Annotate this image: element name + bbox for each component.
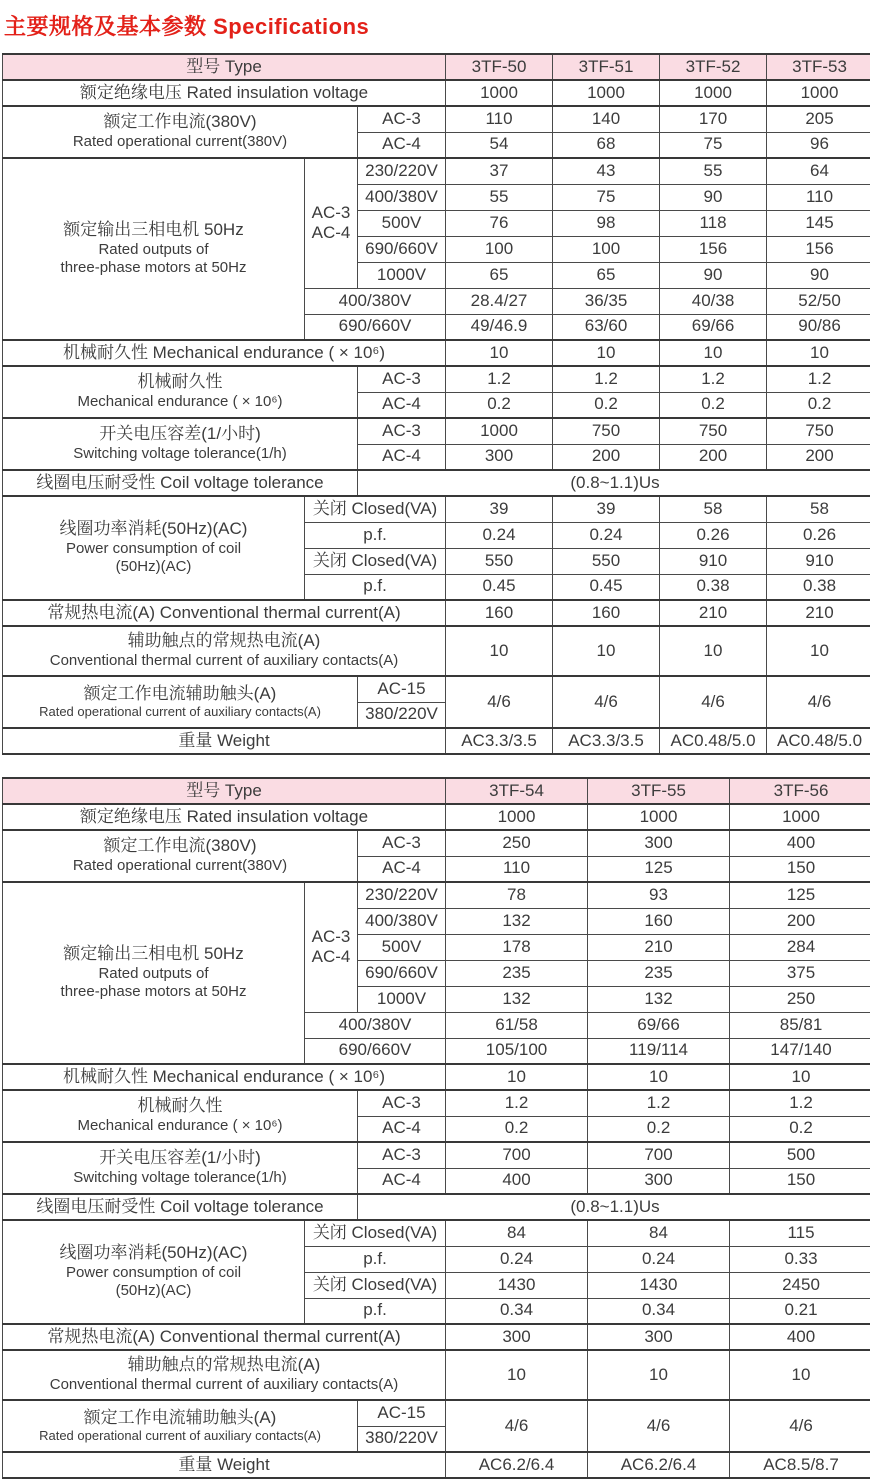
row-sublabel bbox=[305, 882, 358, 1012]
value-cell: 0.45 bbox=[553, 574, 660, 600]
column-header: 3TF-53 bbox=[767, 54, 870, 80]
row-sublabel: 690/660V bbox=[358, 960, 446, 986]
value-cell: 43 bbox=[553, 158, 660, 184]
value-cell: 0.2 bbox=[446, 392, 553, 418]
label-line: Mechanical endurance ( × 10⁶) bbox=[5, 393, 355, 411]
row-sublabel: 1000V bbox=[358, 262, 446, 288]
label-line: Switching voltage tolerance(1/h) bbox=[5, 1169, 355, 1187]
value-cell: 75 bbox=[660, 132, 767, 158]
value-cell: 10 bbox=[730, 1064, 870, 1090]
value-cell: 0.24 bbox=[588, 1246, 730, 1272]
value-cell: 0.24 bbox=[446, 1246, 588, 1272]
value-cell: 110 bbox=[446, 856, 588, 882]
value-cell: (0.8~1.1)Us bbox=[358, 1194, 870, 1220]
value-cell: 110 bbox=[446, 106, 553, 132]
value-cell: AC3.3/3.5 bbox=[446, 728, 553, 754]
value-cell: 0.38 bbox=[660, 574, 767, 600]
value-cell: 0.26 bbox=[660, 522, 767, 548]
value-cell: 150 bbox=[730, 1168, 870, 1194]
row-sublabel: AC-3 bbox=[358, 830, 446, 856]
type-header: 型号 Type bbox=[3, 778, 446, 804]
value-cell: 98 bbox=[553, 210, 660, 236]
page-title: 主要规格及基本参数 Specifications bbox=[4, 10, 870, 41]
label-line: Conventional thermal current of auxiliary contacts(A) bbox=[5, 1376, 443, 1394]
value-cell: 10 bbox=[767, 626, 870, 676]
value-cell: 1000 bbox=[660, 80, 767, 106]
label-line: 额定工作电流辅助触头(A) bbox=[5, 1408, 355, 1429]
value-cell: 10 bbox=[660, 340, 767, 366]
row-sublabel: 关闭 Closed(VA) bbox=[305, 496, 446, 522]
row-sublabel: AC-4 bbox=[358, 132, 446, 158]
value-cell: 96 bbox=[767, 132, 870, 158]
label-line: Power consumption of coil bbox=[5, 1264, 302, 1282]
row-sublabel: AC-4 bbox=[358, 1116, 446, 1142]
value-cell: 69/66 bbox=[660, 314, 767, 340]
column-header: 3TF-52 bbox=[660, 54, 767, 80]
value-cell: 300 bbox=[446, 444, 553, 470]
spec-table-body bbox=[3, 778, 870, 1478]
value-cell: 10 bbox=[588, 1064, 730, 1090]
spec-table-body bbox=[3, 54, 870, 754]
value-cell: 54 bbox=[446, 132, 553, 158]
value-cell: 75 bbox=[553, 184, 660, 210]
label-line: AC-4 bbox=[307, 947, 355, 968]
row-sublabel: 1000V bbox=[358, 986, 446, 1012]
value-cell: 160 bbox=[553, 600, 660, 626]
value-cell: 84 bbox=[588, 1220, 730, 1246]
row-sublabel: 关闭 Closed(VA) bbox=[305, 1220, 446, 1246]
value-cell: 0.2 bbox=[446, 1116, 588, 1142]
value-cell: 37 bbox=[446, 158, 553, 184]
value-cell: 235 bbox=[588, 960, 730, 986]
value-cell: 200 bbox=[767, 444, 870, 470]
label-line: AC-4 bbox=[307, 223, 355, 244]
label-line: Rated operational current of auxiliary contacts(A) bbox=[5, 704, 355, 720]
row-label bbox=[3, 1142, 358, 1194]
value-cell: AC0.48/5.0 bbox=[660, 728, 767, 754]
row-sublabel: 690/660V bbox=[305, 1038, 446, 1064]
row-label bbox=[3, 1400, 358, 1452]
value-cell: 10 bbox=[660, 626, 767, 676]
value-cell: 156 bbox=[767, 236, 870, 262]
value-cell: 1000 bbox=[767, 80, 870, 106]
value-cell: 550 bbox=[446, 548, 553, 574]
value-cell: 1.2 bbox=[446, 366, 553, 392]
value-cell: 40/38 bbox=[660, 288, 767, 314]
label-line: 线圈功率消耗(50Hz)(AC) bbox=[5, 519, 302, 540]
value-cell: 550 bbox=[553, 548, 660, 574]
value-cell: 0.34 bbox=[588, 1298, 730, 1324]
value-cell: 4/6 bbox=[767, 676, 870, 728]
value-cell: 84 bbox=[446, 1220, 588, 1246]
value-cell: 1000 bbox=[446, 804, 588, 830]
label-line: 额定输出三相电机 50Hz bbox=[5, 220, 302, 241]
value-cell: 0.38 bbox=[767, 574, 870, 600]
value-cell: 110 bbox=[767, 184, 870, 210]
label-line: 额定工作电流(380V) bbox=[5, 112, 355, 133]
label-line: Rated outputs of bbox=[5, 965, 302, 983]
label-line: 辅助触点的常规热电流(A) bbox=[5, 631, 443, 652]
value-cell: 4/6 bbox=[446, 676, 553, 728]
value-cell: 500 bbox=[730, 1142, 870, 1168]
value-cell: 0.24 bbox=[553, 522, 660, 548]
label-line: AC-3 bbox=[307, 927, 355, 948]
value-cell: 10 bbox=[446, 340, 553, 366]
value-cell: 1000 bbox=[553, 80, 660, 106]
row-sublabel: 500V bbox=[358, 210, 446, 236]
row-sublabel: AC-4 bbox=[358, 856, 446, 882]
row-label bbox=[3, 496, 305, 600]
value-cell: 750 bbox=[767, 418, 870, 444]
value-cell: 10 bbox=[446, 1350, 588, 1400]
value-cell: 132 bbox=[446, 908, 588, 934]
value-cell: 125 bbox=[730, 882, 870, 908]
value-cell: 1.2 bbox=[553, 366, 660, 392]
label-line: Conventional thermal current of auxiliary contacts(A) bbox=[5, 652, 443, 670]
row-sublabel: AC-3 bbox=[358, 366, 446, 392]
value-cell: 4/6 bbox=[446, 1400, 588, 1452]
value-cell: 93 bbox=[588, 882, 730, 908]
value-cell: 85/81 bbox=[730, 1012, 870, 1038]
label-line: 额定工作电流辅助触头(A) bbox=[5, 684, 355, 705]
value-cell: 400 bbox=[446, 1168, 588, 1194]
value-cell: 200 bbox=[553, 444, 660, 470]
value-cell: 0.2 bbox=[730, 1116, 870, 1142]
value-cell: (0.8~1.1)Us bbox=[358, 470, 870, 496]
row-sublabel: p.f. bbox=[305, 1246, 446, 1272]
value-cell: 90 bbox=[660, 262, 767, 288]
label-line: 线圈功率消耗(50Hz)(AC) bbox=[5, 1243, 302, 1264]
value-cell: AC3.3/3.5 bbox=[553, 728, 660, 754]
row-sublabel: AC-3 bbox=[358, 418, 446, 444]
value-cell: 10 bbox=[767, 340, 870, 366]
value-cell: 10 bbox=[553, 340, 660, 366]
row-label: 常规热电流(A) Conventional thermal current(A) bbox=[3, 600, 446, 626]
type-header: 型号 Type bbox=[3, 54, 446, 80]
column-header: 3TF-55 bbox=[588, 778, 730, 804]
row-sublabel: 690/660V bbox=[358, 236, 446, 262]
row-label bbox=[3, 366, 358, 418]
value-cell: 0.26 bbox=[767, 522, 870, 548]
row-label bbox=[3, 158, 305, 340]
value-cell: 28.4/27 bbox=[446, 288, 553, 314]
value-cell: 10 bbox=[553, 626, 660, 676]
value-cell: 284 bbox=[730, 934, 870, 960]
value-cell: 700 bbox=[588, 1142, 730, 1168]
row-sublabel: AC-15 bbox=[358, 676, 446, 702]
row-sublabel: 400/380V bbox=[305, 288, 446, 314]
label-line: Mechanical endurance ( × 10⁶) bbox=[5, 1117, 355, 1135]
value-cell: 132 bbox=[588, 986, 730, 1012]
value-cell: 68 bbox=[553, 132, 660, 158]
value-cell: 210 bbox=[767, 600, 870, 626]
row-sublabel: AC-3 bbox=[358, 106, 446, 132]
value-cell: 118 bbox=[660, 210, 767, 236]
row-label bbox=[3, 830, 358, 882]
row-label bbox=[3, 882, 305, 1064]
value-cell: 200 bbox=[730, 908, 870, 934]
value-cell: 90 bbox=[660, 184, 767, 210]
value-cell: 65 bbox=[446, 262, 553, 288]
value-cell: 1430 bbox=[588, 1272, 730, 1298]
value-cell: 235 bbox=[446, 960, 588, 986]
value-cell: 0.2 bbox=[660, 392, 767, 418]
value-cell: 1000 bbox=[446, 418, 553, 444]
value-cell: 76 bbox=[446, 210, 553, 236]
label-line: Power consumption of coil bbox=[5, 540, 302, 558]
row-label: 额定绝缘电压 Rated insulation voltage bbox=[3, 804, 446, 830]
label-line: 机械耐久性 bbox=[5, 1096, 355, 1117]
row-sublabel: AC-4 bbox=[358, 1168, 446, 1194]
value-cell: 10 bbox=[730, 1350, 870, 1400]
value-cell: 145 bbox=[767, 210, 870, 236]
value-cell: 58 bbox=[660, 496, 767, 522]
value-cell: 250 bbox=[446, 830, 588, 856]
row-label: 常规热电流(A) Conventional thermal current(A) bbox=[3, 1324, 446, 1350]
value-cell: 100 bbox=[446, 236, 553, 262]
value-cell: 90 bbox=[767, 262, 870, 288]
label-line: 开关电压容差(1/小时) bbox=[5, 1148, 355, 1169]
row-label bbox=[3, 1350, 446, 1400]
value-cell: 160 bbox=[588, 908, 730, 934]
label-line: 机械耐久性 bbox=[5, 372, 355, 393]
column-header: 3TF-50 bbox=[446, 54, 553, 80]
row-sublabel: AC-4 bbox=[358, 444, 446, 470]
spec-table-3tf50-53 bbox=[2, 53, 870, 755]
row-label: 机械耐久性 Mechanical endurance ( × 10⁶) bbox=[3, 1064, 446, 1090]
value-cell: 300 bbox=[588, 1324, 730, 1350]
value-cell: 100 bbox=[553, 236, 660, 262]
value-cell: 49/46.9 bbox=[446, 314, 553, 340]
label-line: Switching voltage tolerance(1/h) bbox=[5, 445, 355, 463]
value-cell: 910 bbox=[660, 548, 767, 574]
row-label bbox=[3, 1220, 305, 1324]
value-cell: 1000 bbox=[588, 804, 730, 830]
value-cell: 400 bbox=[730, 1324, 870, 1350]
value-cell: 140 bbox=[553, 106, 660, 132]
value-cell: 1.2 bbox=[446, 1090, 588, 1116]
label-line: 额定工作电流(380V) bbox=[5, 836, 355, 857]
value-cell: 1.2 bbox=[730, 1090, 870, 1116]
value-cell: 10 bbox=[446, 1064, 588, 1090]
value-cell: 1.2 bbox=[767, 366, 870, 392]
row-sublabel: 关闭 Closed(VA) bbox=[305, 548, 446, 574]
row-label: 线圈电压耐受性 Coil voltage tolerance bbox=[3, 1194, 358, 1220]
value-cell: 10 bbox=[588, 1350, 730, 1400]
value-cell: 375 bbox=[730, 960, 870, 986]
row-sublabel: AC-4 bbox=[358, 392, 446, 418]
value-cell: 910 bbox=[767, 548, 870, 574]
value-cell: 210 bbox=[588, 934, 730, 960]
value-cell: AC8.5/8.7 bbox=[730, 1452, 870, 1478]
row-sublabel: p.f. bbox=[305, 1298, 446, 1324]
row-sublabel: 400/380V bbox=[358, 184, 446, 210]
row-label: 额定绝缘电压 Rated insulation voltage bbox=[3, 80, 446, 106]
value-cell: 4/6 bbox=[588, 1400, 730, 1452]
value-cell: 205 bbox=[767, 106, 870, 132]
value-cell: 0.24 bbox=[446, 522, 553, 548]
column-header: 3TF-54 bbox=[446, 778, 588, 804]
label-line: (50Hz)(AC) bbox=[5, 558, 302, 576]
label-line: 开关电压容差(1/小时) bbox=[5, 424, 355, 445]
value-cell: 4/6 bbox=[730, 1400, 870, 1452]
row-sublabel: p.f. bbox=[305, 574, 446, 600]
row-sublabel: 400/380V bbox=[358, 908, 446, 934]
value-cell: 156 bbox=[660, 236, 767, 262]
label-line: Rated operational current(380V) bbox=[5, 133, 355, 151]
value-cell: 750 bbox=[553, 418, 660, 444]
value-cell: 0.34 bbox=[446, 1298, 588, 1324]
table-gap bbox=[0, 755, 870, 777]
value-cell: 700 bbox=[446, 1142, 588, 1168]
value-cell: 1000 bbox=[730, 804, 870, 830]
value-cell: 105/100 bbox=[446, 1038, 588, 1064]
value-cell: 178 bbox=[446, 934, 588, 960]
value-cell: 1430 bbox=[446, 1272, 588, 1298]
row-sublabel: 380/220V bbox=[358, 1426, 446, 1452]
value-cell: 132 bbox=[446, 986, 588, 1012]
row-sublabel: 关闭 Closed(VA) bbox=[305, 1272, 446, 1298]
value-cell: 1.2 bbox=[660, 366, 767, 392]
value-cell: 0.33 bbox=[730, 1246, 870, 1272]
value-cell: 36/35 bbox=[553, 288, 660, 314]
value-cell: 0.2 bbox=[588, 1116, 730, 1142]
value-cell: 52/50 bbox=[767, 288, 870, 314]
value-cell: 10 bbox=[446, 626, 553, 676]
row-sublabel: AC-15 bbox=[358, 1400, 446, 1426]
row-label bbox=[3, 626, 446, 676]
value-cell: 210 bbox=[660, 600, 767, 626]
value-cell: 300 bbox=[588, 1168, 730, 1194]
row-sublabel: 400/380V bbox=[305, 1012, 446, 1038]
row-sublabel: 380/220V bbox=[358, 702, 446, 728]
row-label bbox=[3, 676, 358, 728]
row-sublabel: AC-3 bbox=[358, 1142, 446, 1168]
row-sublabel: 230/220V bbox=[358, 158, 446, 184]
value-cell: 0.21 bbox=[730, 1298, 870, 1324]
value-cell: AC6.2/6.4 bbox=[588, 1452, 730, 1478]
value-cell: 160 bbox=[446, 600, 553, 626]
row-label: 线圈电压耐受性 Coil voltage tolerance bbox=[3, 470, 358, 496]
value-cell: 400 bbox=[730, 830, 870, 856]
row-label bbox=[3, 1090, 358, 1142]
value-cell: 65 bbox=[553, 262, 660, 288]
value-cell: 55 bbox=[660, 158, 767, 184]
value-cell: 90/86 bbox=[767, 314, 870, 340]
column-header: 3TF-51 bbox=[553, 54, 660, 80]
row-label bbox=[3, 106, 358, 158]
value-cell: 69/66 bbox=[588, 1012, 730, 1038]
row-sublabel: AC-3 bbox=[358, 1090, 446, 1116]
value-cell: 4/6 bbox=[660, 676, 767, 728]
value-cell: 119/114 bbox=[588, 1038, 730, 1064]
label-line: Rated operational current(380V) bbox=[5, 857, 355, 875]
value-cell: 0.45 bbox=[446, 574, 553, 600]
label-line: Rated outputs of bbox=[5, 241, 302, 259]
row-label: 机械耐久性 Mechanical endurance ( × 10⁶) bbox=[3, 340, 446, 366]
column-header: 3TF-56 bbox=[730, 778, 870, 804]
value-cell: 58 bbox=[767, 496, 870, 522]
value-cell: 64 bbox=[767, 158, 870, 184]
label-line: 辅助触点的常规热电流(A) bbox=[5, 1355, 443, 1376]
value-cell: AC6.2/6.4 bbox=[446, 1452, 588, 1478]
value-cell: 61/58 bbox=[446, 1012, 588, 1038]
value-cell: 63/60 bbox=[553, 314, 660, 340]
label-line: three-phase motors at 50Hz bbox=[5, 983, 302, 1001]
value-cell: 750 bbox=[660, 418, 767, 444]
value-cell: 115 bbox=[730, 1220, 870, 1246]
row-sublabel: 230/220V bbox=[358, 882, 446, 908]
row-sublabel: 690/660V bbox=[305, 314, 446, 340]
value-cell: 170 bbox=[660, 106, 767, 132]
value-cell: 39 bbox=[446, 496, 553, 522]
row-label: 重量 Weight bbox=[3, 728, 446, 754]
value-cell: 4/6 bbox=[553, 676, 660, 728]
value-cell: 78 bbox=[446, 882, 588, 908]
value-cell: 125 bbox=[588, 856, 730, 882]
spec-table-3tf54-56 bbox=[2, 777, 870, 1479]
value-cell: AC0.48/5.0 bbox=[767, 728, 870, 754]
value-cell: 55 bbox=[446, 184, 553, 210]
value-cell: 300 bbox=[446, 1324, 588, 1350]
value-cell: 250 bbox=[730, 986, 870, 1012]
label-line: three-phase motors at 50Hz bbox=[5, 259, 302, 277]
row-label: 重量 Weight bbox=[3, 1452, 446, 1478]
label-line: Rated operational current of auxiliary contacts(A) bbox=[5, 1428, 355, 1444]
label-line: AC-3 bbox=[307, 203, 355, 224]
value-cell: 1.2 bbox=[588, 1090, 730, 1116]
value-cell: 150 bbox=[730, 856, 870, 882]
value-cell: 147/140 bbox=[730, 1038, 870, 1064]
value-cell: 300 bbox=[588, 830, 730, 856]
value-cell: 39 bbox=[553, 496, 660, 522]
row-sublabel: p.f. bbox=[305, 522, 446, 548]
value-cell: 2450 bbox=[730, 1272, 870, 1298]
row-sublabel bbox=[305, 158, 358, 288]
value-cell: 0.2 bbox=[767, 392, 870, 418]
value-cell: 200 bbox=[660, 444, 767, 470]
value-cell: 0.2 bbox=[553, 392, 660, 418]
label-line: 额定输出三相电机 50Hz bbox=[5, 944, 302, 965]
label-line: (50Hz)(AC) bbox=[5, 1282, 302, 1300]
value-cell: 1000 bbox=[446, 80, 553, 106]
row-sublabel: 500V bbox=[358, 934, 446, 960]
row-label bbox=[3, 418, 358, 470]
